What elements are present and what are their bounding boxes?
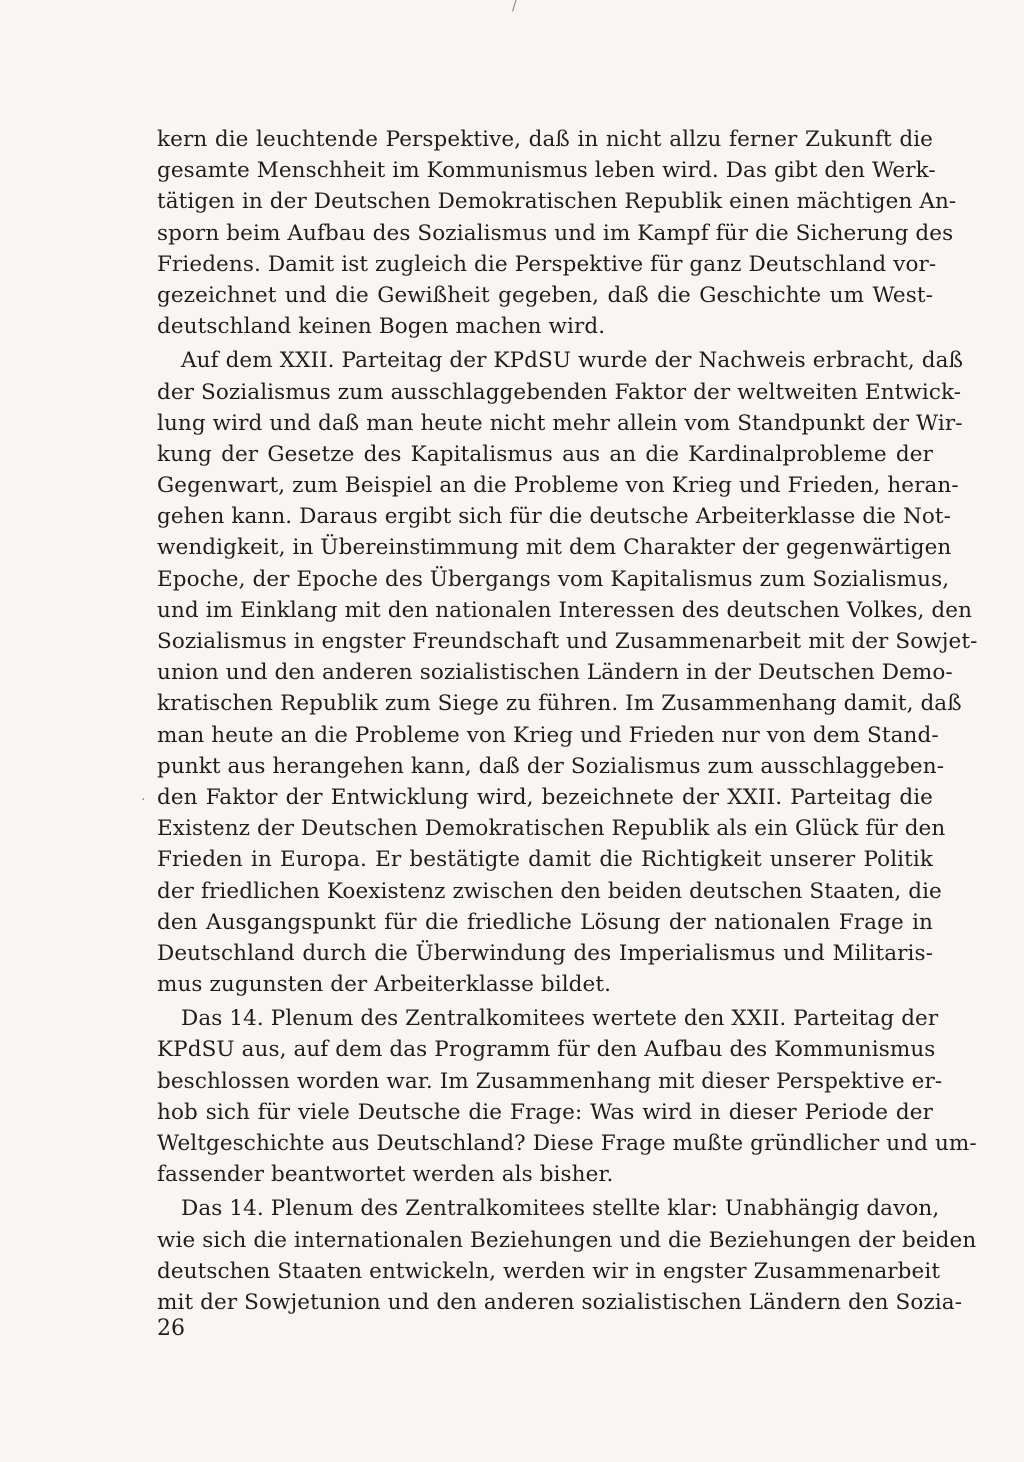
text-line: Friedens. Damit ist zugleich die Perspektive für ganz Deutschland vor- [157,251,937,277]
text-line: punkt aus herangehen kann, daß der Sozialismus zum ausschlaggeben- [157,753,945,779]
text-line: mus zugunsten der Arbeiterklasse bildet. [157,972,612,998]
text-line: sporn beim Aufbau des Sozialismus und im Kampf für die Sicherung des [157,220,954,246]
text-line: union und den anderen sozialistischen Ländern in der Deutschen Demo- [157,660,953,686]
text-line: gehen kann. Daraus ergibt sich für die deutsche Arbeiterklasse die Not- [157,504,952,530]
text-line: und im Einklang mit den nationalen Interessen des deutschen Volkes, den [157,597,973,623]
text-line: Das 14. Plenum des Zentralkomitees wertete den XXII. Parteitag der [181,1006,939,1032]
text-line: Frieden in Europa. Er bestätigte damit die Richtigkeit unserer Politik [157,847,933,873]
text-line: gesamte Menschheit im Kommunismus leben wird. Das gibt den Werk- [157,158,936,184]
text-line: der friedlichen Koexistenz zwischen den beiden deutschen Staaten, die [157,878,942,904]
scan-mark-left: . [141,788,146,804]
text-line: kung der Gesetze des Kapitalismus aus an die Kardinalprobleme der [157,441,933,467]
text-line: tätigen in der Deutschen Demokratischen Republik einen mächtigen An- [157,189,957,215]
text-line: Gegenwart, zum Beispiel an die Probleme von Krieg und Frieden, heran- [157,473,959,499]
text-line: Sozialismus in engster Freundschaft und Zusammenarbeit mit der Sowjet- [157,629,978,654]
text-line: wie sich die internationalen Beziehungen und die Beziehungen der beiden [157,1227,977,1253]
text-line: der Sozialismus zum ausschlaggebenden Faktor der weltweiten Entwick- [157,379,962,405]
text-line: hob sich für viele Deutsche die Frage: Was wird in dieser Periode der [157,1099,933,1125]
scan-mark-top: / [512,0,517,14]
body-text [157,124,978,1318]
text-line: den Faktor der Entwicklung wird, bezeichnete der XXII. Parteitag die [157,784,933,810]
page-number: 26 [157,1316,185,1341]
text-line: wendigkeit, in Übereinstimmung mit dem Charakter der gegenwärtigen [157,535,952,561]
text-line: Weltgeschichte aus Deutschland? Diese Frage mußte gründlicher und um- [157,1131,977,1156]
text-line: kratischen Republik zum Siege zu führen. Im Zusammenhang damit, daß [157,691,962,717]
text-line: deutschland keinen Bogen machen wird. [157,314,606,340]
text-line: kern die leuchtende Perspektive, daß in nicht allzu ferner Zukunft die [157,127,933,152]
text-line: man heute an die Probleme von Krieg und Frieden nur von dem Stand- [157,722,939,748]
text-line: mit der Sowjetunion und den anderen sozialistischen Ländern den Sozia- [157,1289,963,1315]
text-line: Auf dem XXII. Parteitag der KPdSU wurde der Nachweis erbracht, daß [181,348,964,374]
text-line: fassender beantwortet werden als bisher. [157,1162,614,1188]
text-line: beschlossen worden war. Im Zusammenhang mit dieser Perspektive er- [157,1068,943,1094]
text-line: Deutschland durch die Überwindung des Imperialismus und Militaris- [157,940,933,966]
text-line: KPdSU aus, auf dem das Programm für den Aufbau des Kommunismus [157,1037,936,1063]
text-line: Existenz der Deutschen Demokratischen Republik als ein Glück für den [157,816,946,842]
text-line: Das 14. Plenum des Zentralkomitees stellte klar: Unabhängig davon, [181,1196,940,1222]
text-line: Epoche, der Epoche des Übergangs vom Kapitalismus zum Sozialismus, [157,566,950,592]
text-line: gezeichnet und die Gewißheit gegeben, daß die Geschichte um West- [157,282,933,308]
text-line: lung wird und daß man heute nicht mehr allein vom Standpunkt der Wir- [157,410,963,436]
text-line: deutschen Staaten entwickeln, werden wir in engster Zusammenarbeit [157,1258,941,1284]
text-line: den Ausgangspunkt für die friedliche Lösung der nationalen Frage in [157,909,933,935]
